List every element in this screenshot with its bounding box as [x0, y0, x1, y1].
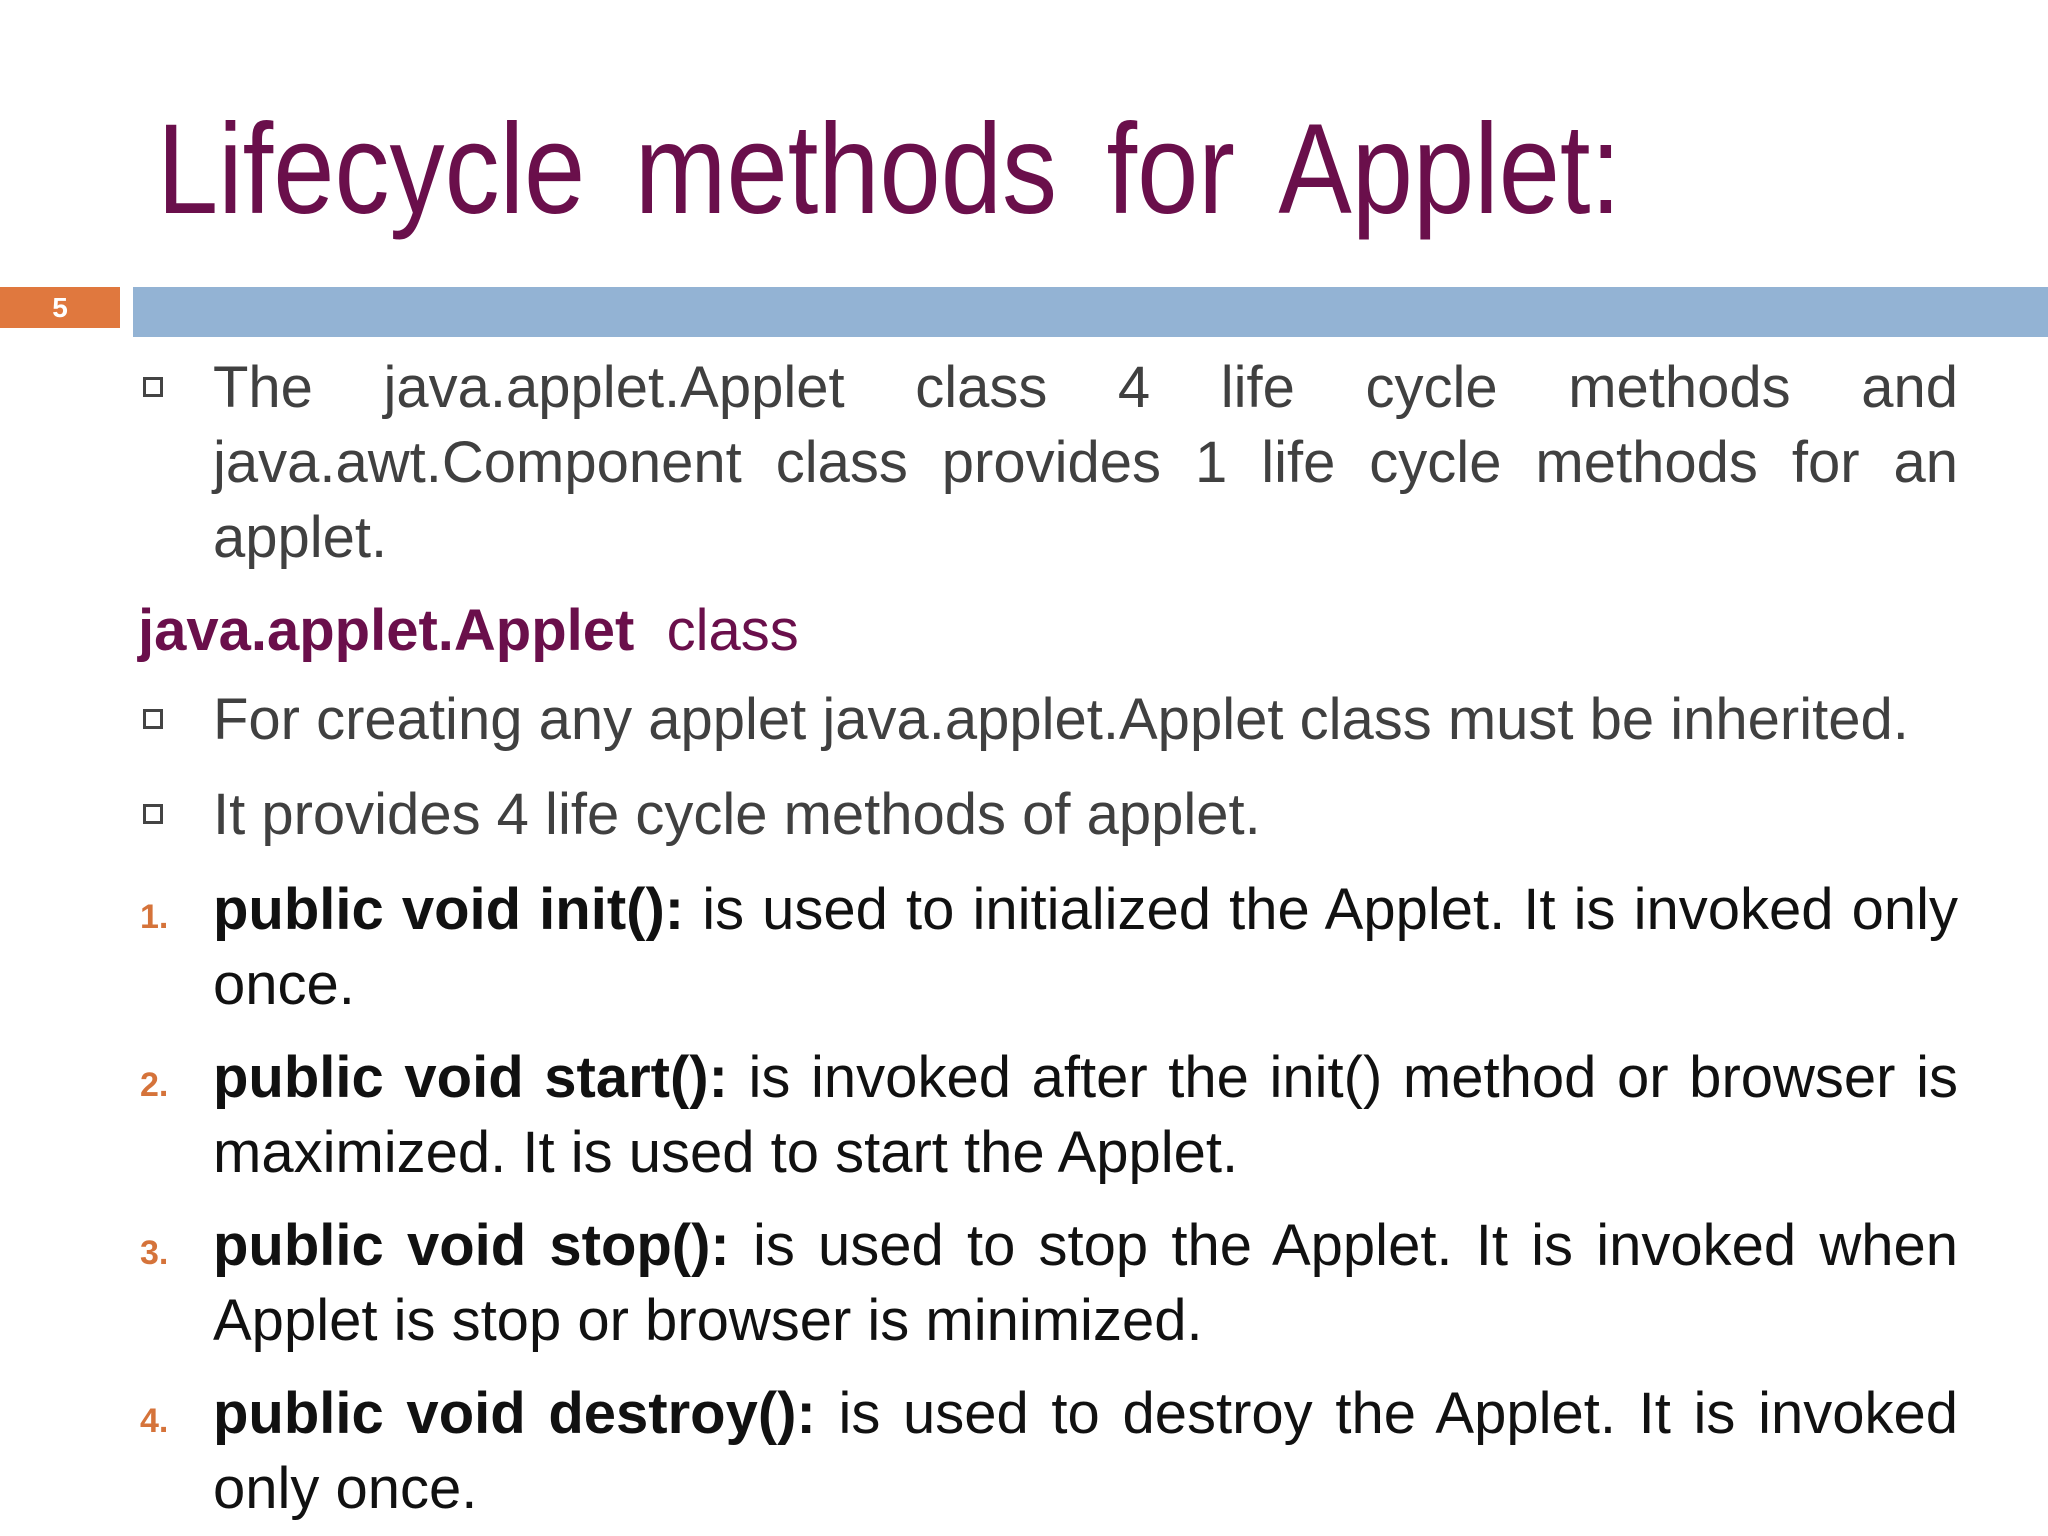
list-number: 1.: [140, 898, 169, 936]
square-bullet-icon: [143, 804, 163, 824]
bullet-item: [138, 682, 1958, 757]
method-description: is used to initialized the Applet. It is invoked only once.: [213, 877, 1958, 1017]
square-bullet-icon: [143, 709, 163, 729]
method-description: is used to destroy the Applet. It is invoked only once.: [213, 1381, 1958, 1521]
section-subheading: [138, 593, 1958, 668]
list-number: 2.: [140, 1066, 169, 1104]
list-number: 4.: [140, 1402, 169, 1440]
subheading-class-name: java.applet.Applet: [138, 598, 635, 663]
subheading-suffix: class: [666, 598, 799, 663]
method-signature: public void stop():: [213, 1213, 730, 1278]
method-signature: public void init():: [213, 877, 685, 942]
method-description: is invoked after the init() method or browser is maximized. It is used to start the Applet.: [213, 1045, 1958, 1185]
method-signature: public void start():: [213, 1045, 728, 1110]
intro-bullet: [138, 350, 1958, 575]
method-item-start: [138, 1040, 1958, 1190]
method-signature: public void destroy():: [213, 1381, 816, 1446]
title-divider-bar: [133, 287, 2048, 337]
bullet-item: [138, 777, 1958, 852]
method-item-init: [138, 872, 1958, 1022]
method-item-stop: [138, 1208, 1958, 1358]
method-description: is used to stop the Applet. It is invoked when Applet is stop or browser is minimized.: [213, 1213, 1958, 1353]
bullet-text: It provides 4 life cycle methods of applet.: [213, 782, 1261, 847]
slide-number: 5: [0, 287, 120, 328]
list-number: 3.: [140, 1234, 169, 1272]
method-item-destroy: [138, 1376, 1958, 1526]
square-bullet-icon: [143, 377, 163, 397]
intro-text: The java.applet.Applet class 4 life cycle methods and java.awt.Component class provides 1 life cycle methods for an applet.: [213, 355, 1958, 570]
bullet-text: For creating any applet java.applet.Applet class must be inherited.: [213, 687, 1909, 752]
slide-title: Lifecycle methods for Applet:: [157, 98, 1622, 241]
slide-body: [138, 350, 1958, 1536]
